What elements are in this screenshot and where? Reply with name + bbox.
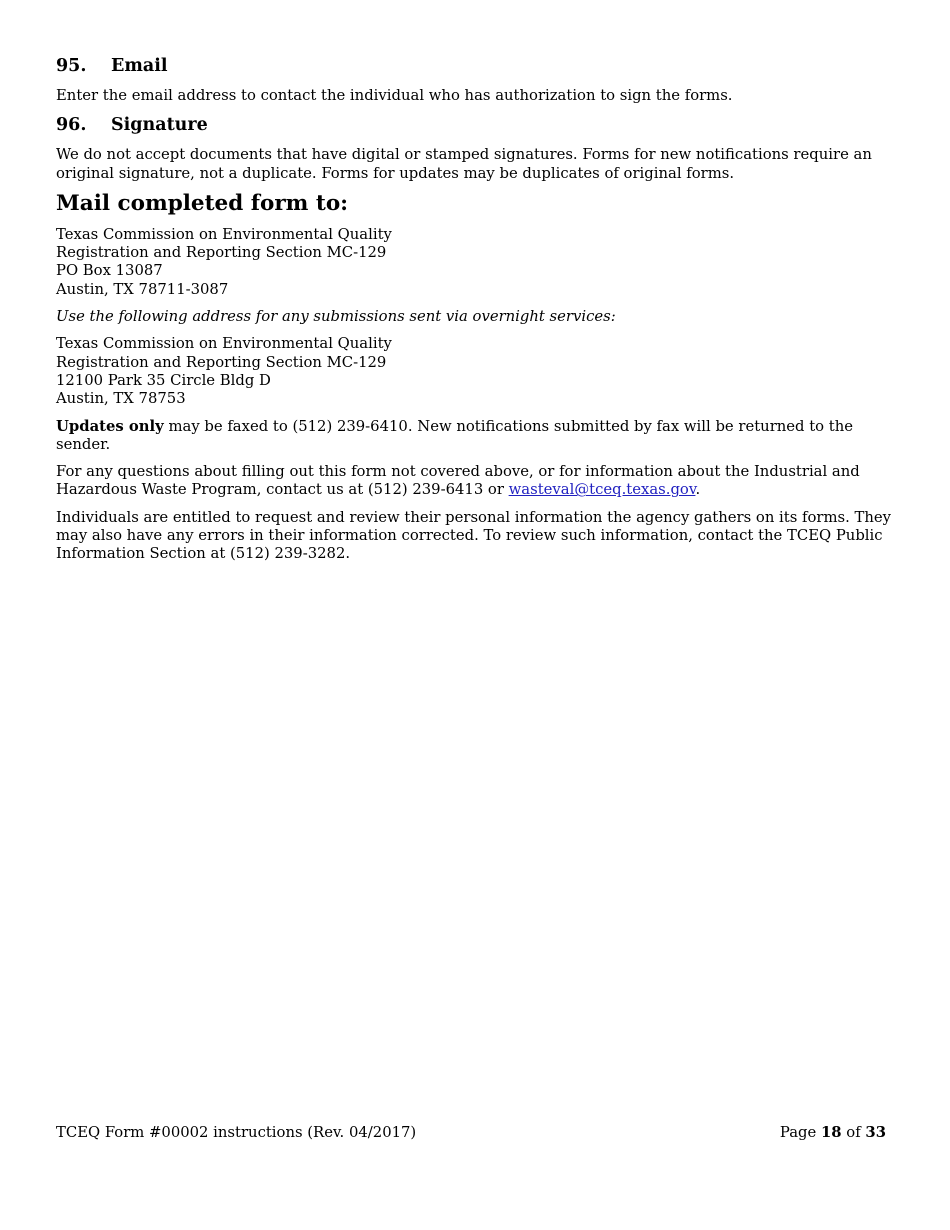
mailing-address xyxy=(56,226,896,299)
questions-line-2-end: . xyxy=(695,481,701,499)
address-line: Registration and Reporting Section MC-129 xyxy=(56,353,387,371)
privacy-line-1: Individuals are entitled to request and review their personal information the agency gathers on its forms. They xyxy=(56,508,892,526)
form-identifier: TCEQ Form #00002 instructions (Rev. 04/2017) xyxy=(56,1124,417,1141)
section-heading-email xyxy=(56,54,896,78)
signature-line-1: We do not accept documents that have digital or stamped signatures. Forms for new notifications require an xyxy=(56,146,872,164)
section-title: Email xyxy=(111,56,168,76)
questions-paragraph xyxy=(56,463,896,500)
section-heading-signature xyxy=(56,113,896,137)
address-line: Austin, TX 78753 xyxy=(56,390,186,408)
fax-paragraph xyxy=(56,418,896,455)
page-label: Page xyxy=(779,1124,817,1141)
page-footer xyxy=(56,1123,886,1143)
address-line: Texas Commission on Environmental Quality xyxy=(56,335,392,353)
mail-heading: Mail completed form to: xyxy=(56,190,349,216)
section-number: 95. xyxy=(56,56,87,76)
signature-instructions xyxy=(56,146,896,183)
email-instructions: Enter the email address to contact the individual who has authorization to sign the forms. xyxy=(56,87,733,104)
overnight-address xyxy=(56,335,896,408)
address-line: PO Box 13087 xyxy=(56,262,163,280)
questions-line-1: For any questions about filling out this form not covered above, or for information about the Industrial and xyxy=(56,463,860,481)
signature-line-2: original signature, not a duplicate. Forms for updates may be duplicates of original forms. xyxy=(56,164,735,182)
questions-line-2: Hazardous Waste Program, contact us at (512) 239-6413 or xyxy=(56,481,509,499)
section-title: Signature xyxy=(111,115,208,136)
contact-email-link[interactable]: wasteval@tceq.texas.gov xyxy=(508,481,696,499)
privacy-paragraph xyxy=(56,509,896,564)
overnight-note: Use the following address for any submissions sent via overnight services: xyxy=(56,308,616,326)
privacy-line-3: Information Section at (512) 239-3282. xyxy=(56,545,351,563)
fax-bold-lead: Updates only xyxy=(56,417,164,435)
privacy-line-2: may also have any errors in their information corrected. To review such information, contact the TCEQ Public xyxy=(56,527,883,545)
address-line: Austin, TX 78711-3087 xyxy=(56,280,229,298)
page-number xyxy=(780,1123,886,1143)
page-current: 18 xyxy=(820,1124,842,1141)
section-number: 96. xyxy=(56,115,87,136)
address-line: 12100 Park 35 Circle Bldg D xyxy=(56,371,271,389)
fax-line-1: may be faxed to (512) 239-6410. New notifications submitted by fax will be returned to the xyxy=(163,417,854,435)
page-of: of xyxy=(846,1124,861,1141)
page-total: 33 xyxy=(865,1124,886,1141)
document-page xyxy=(56,54,896,573)
address-line: Texas Commission on Environmental Quality xyxy=(56,225,392,243)
address-line: Registration and Reporting Section MC-129 xyxy=(56,244,387,262)
fax-line-2: sender. xyxy=(56,435,111,453)
